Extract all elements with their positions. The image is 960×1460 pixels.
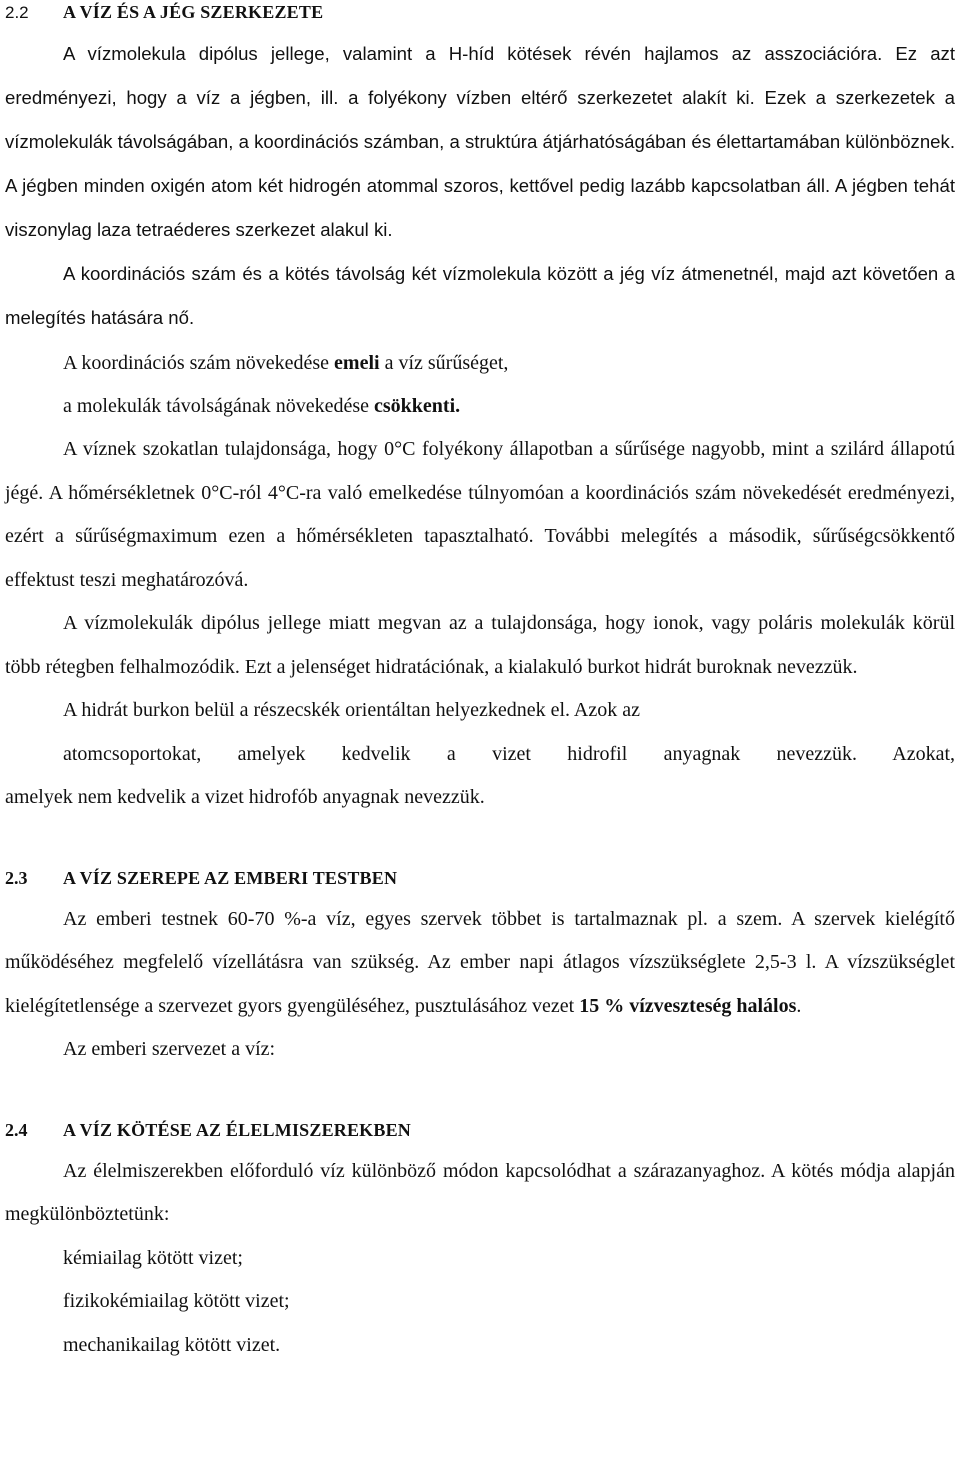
- text-run: .: [796, 994, 802, 1017]
- paragraph: A koordinációs szám és a kötés távolság két vízmolekula között a jég víz átmenetnél, majd azt követően a melegítés hatására nő.: [5, 263, 955, 328]
- text-run: a víz sűrűséget,: [379, 352, 509, 374]
- text-line: atomcsoportokat, amelyek kedvelik a vizet hidrofil anyagnak nevezzük. Azokat,: [63, 742, 955, 765]
- text-run: A koordinációs szám növekedése: [63, 352, 335, 374]
- section-number: 2.2: [5, 3, 29, 22]
- paragraph: [5, 689, 955, 820]
- document-page: [5, 0, 955, 1367]
- paragraph: [5, 898, 955, 1029]
- section-heading-2-3: [5, 866, 955, 890]
- text-line: A hidrát burkon belül a részecskék orientáltan helyezkednek el. Azok az: [63, 699, 640, 721]
- text-run: Az emberi testnek 60-70 %-a víz, egyes szervek többet is tartalmaznak pl. a szem. A szervek kielégítő működéséhez megfelelő vízellátásra van szükség. Az ember napi átlagos vízszükséglete 2,5-3 l. A vízszükséglet kielégítetlensége a szervezet gyors gyengüléséhez, pusztulásához vezet: [5, 907, 955, 1017]
- paragraph: Az élelmiszerekben előforduló víz különböző módon kapcsolódhat a szárazanyaghoz. A kötés módja alapján megkülönböztetünk:: [5, 1159, 955, 1225]
- emphasis-text: emeli: [334, 352, 380, 374]
- paragraph: [5, 385, 955, 428]
- section-title: A VÍZ SZEREPE AZ EMBERI TESTBEN: [63, 867, 398, 888]
- text-line: amelyek nem kedvelik a vizet hidrofób anyagnak nevezzük.: [5, 786, 485, 808]
- section-title: A VÍZ ÉS A JÉG SZERKEZETE: [63, 2, 324, 22]
- emphasis-text: csökkenti.: [374, 395, 461, 417]
- paragraph: [5, 342, 955, 385]
- emphasis-text: 15 % vízveszteség halálos: [579, 994, 797, 1017]
- paragraph: A vízmolekula dipólus jellege, valamint a H-híd kötések révén hajlamos az asszociációra. Ez azt eredményezi, hogy a víz a jégben, ill. a folyékony vízben eltérő szerkezetet alakít ki. Ezek a szerkezetek a vízmolekulák távolságában, a koordinációs számban, a struktúra átjárhatóságában és élettartamában különböznek. A jégben minden oxigén atom két hidrogén atommal szoros, kettővel pedig lazább kapcsolatban áll. A jégben tehát viszonylag laza tetraéderes szerkezet alakul ki.: [5, 43, 955, 240]
- section-heading-2-4: [5, 1118, 955, 1142]
- paragraph: A vízmolekulák dipólus jellege miatt megvan az a tulajdonsága, hogy ionok, vagy poláris molekulák körül több rétegben felhalmozódik. Ezt a jelenséget hidratációnak, a kialakuló burkot hidrát buroknak nevezzük.: [5, 612, 955, 678]
- section-number: 2.4: [5, 1119, 28, 1140]
- list-item: fizikokémiailag kötött vizet;: [63, 1290, 290, 1312]
- section-number: 2.3: [5, 867, 28, 888]
- paragraph: Az emberi szervezet a víz:: [63, 1038, 276, 1060]
- text-run: a molekulák távolságának növekedése: [63, 395, 374, 417]
- list-item: kémiailag kötött vizet;: [63, 1246, 243, 1269]
- paragraph: A víznek szokatlan tulajdonsága, hogy 0°C folyékony állapotban a sűrűsége nagyobb, mint a szilárd állapotú jégé. A hőmérsékletnek 0°C-ról 4°C-ra való emelkedése túlnyomóan a koordinációs szám növekedését eredményezi, ezért a sűrűségmaximum ezen a hőmérsékleten tapasztalható. További melegítés a második, sűrűségcsökkentő effektust teszi meghatározóvá.: [5, 438, 955, 591]
- section-title: A VÍZ KÖTÉSE AZ ÉLELMISZEREKBEN: [63, 1119, 411, 1140]
- section-heading-2-2: [5, 0, 955, 24]
- list-item: mechanikailag kötött vizet.: [63, 1333, 281, 1356]
